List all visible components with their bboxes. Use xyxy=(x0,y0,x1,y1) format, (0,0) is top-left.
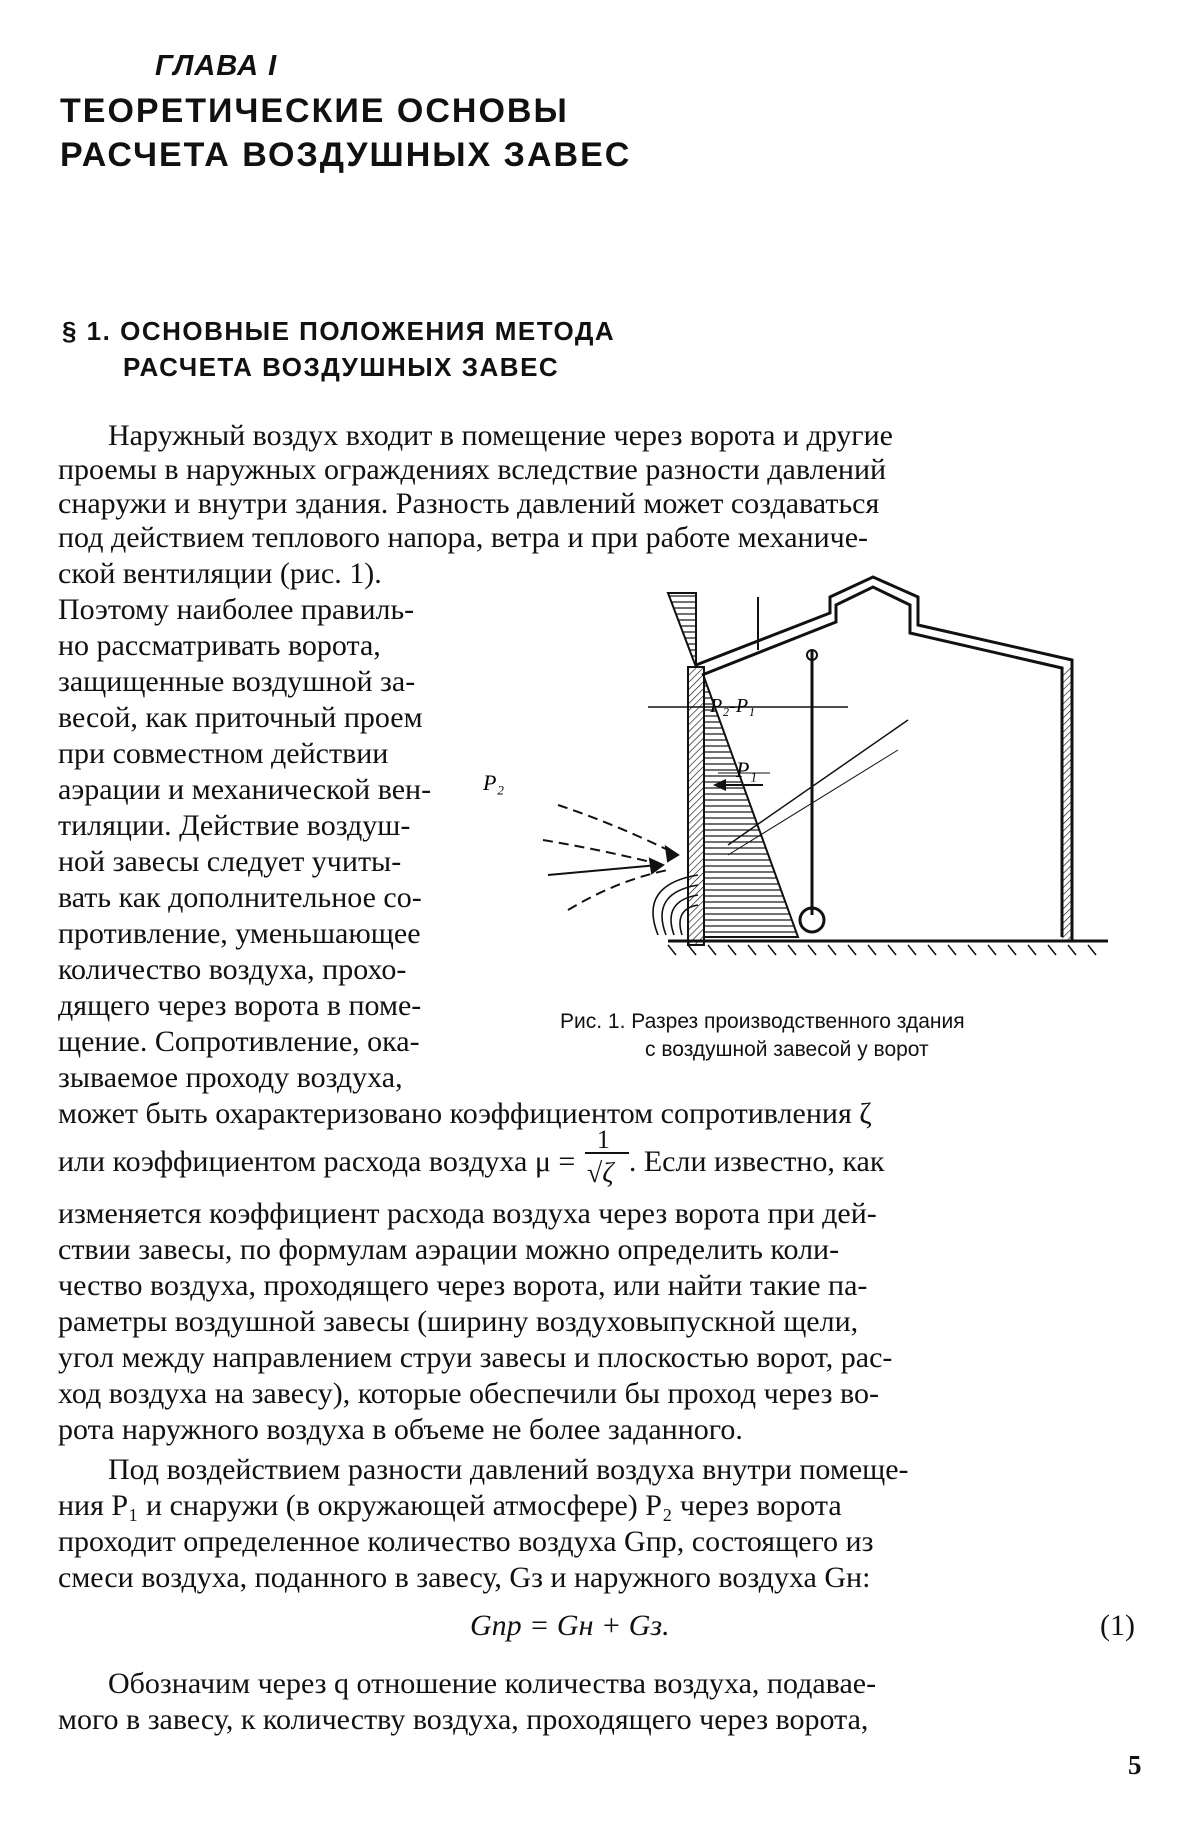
text-line: дящего через ворота в поме- xyxy=(58,989,422,1022)
left-wall xyxy=(688,667,704,945)
mu-fraction xyxy=(583,1125,629,1190)
text-line: ход воздуха на завесу), которые обеспечили бы проход через во- xyxy=(58,1377,879,1410)
label-p1: P₁ xyxy=(736,757,758,782)
text-line: рота наружного воздуха в объеме не более заданного. xyxy=(58,1413,743,1446)
text-line: но рассматривать ворота, xyxy=(58,629,381,662)
text-line: Наружный воздух входит в помещение через ворота и другие xyxy=(108,419,893,452)
text-line-with-formula xyxy=(58,1125,885,1190)
text-line: вать как дополнительное со- xyxy=(58,881,422,914)
chapter-title-line-1: ТЕОРЕТИЧЕСКИЕ ОСНОВЫ xyxy=(60,92,569,130)
fraction-numerator: 1 xyxy=(596,1125,610,1155)
text-line: Обозначим через q отношение количества воздуха, подавае- xyxy=(108,1667,877,1700)
text-line: угол между направлением струи завесы и плоскостью ворот, рас- xyxy=(58,1341,893,1374)
right-wall xyxy=(1062,668,1072,941)
text-line: весой, как приточный проем xyxy=(58,701,423,734)
text-line: тиляции. Действие воздуш- xyxy=(58,809,411,842)
text-line: раметры воздушной завесы (ширину воздуховыпускной щели, xyxy=(58,1305,859,1338)
page-number: 5 xyxy=(1128,1750,1142,1780)
fraction-denominator: √ζ xyxy=(586,1158,614,1190)
chapter-label: ГЛАВА I xyxy=(155,50,278,82)
text-segment: или коэффициентом расхода воздуха μ = xyxy=(58,1145,576,1178)
section-heading-line-1: § 1. ОСНОВНЫЕ ПОЛОЖЕНИЯ МЕТОДА xyxy=(62,316,616,346)
chapter-title-line-2: РАСЧЕТА ВОЗДУШНЫХ ЗАВЕС xyxy=(60,136,632,174)
text-line: ствии завесы, по формулам аэрации можно определить коли- xyxy=(58,1233,840,1266)
text-line: ской вентиляции (рис. 1). xyxy=(58,557,382,590)
text-line: противление, уменьшающее xyxy=(58,917,421,950)
text-line: ния P₁ и снаружи (в окружающей атмосфере) P₂ через ворота xyxy=(58,1489,842,1522)
text-line: аэрации и механической вен- xyxy=(58,773,432,806)
text-line: зываемое проходу воздуха, xyxy=(58,1061,403,1094)
section-heading-line-2: РАСЧЕТА ВОЗДУШНЫХ ЗАВЕС xyxy=(123,352,560,382)
figure-caption-line-1: Рис. 1. Разрез производственного здания xyxy=(560,1010,965,1033)
ground-line xyxy=(668,941,1108,955)
text-line: под действием теплового напора, ветра и при работе механиче- xyxy=(58,521,869,554)
text-line: Поэтому наиболее правиль- xyxy=(58,593,415,626)
label-p2-minus-p1: P₂-P₁ xyxy=(710,695,755,717)
text-segment: . Если известно, как xyxy=(628,1145,885,1178)
figure-caption-line-2: с воздушной завесой у ворот xyxy=(645,1038,929,1061)
text-line: мого в завесу, к количеству воздуха, проходящего через ворота, xyxy=(58,1703,869,1736)
text-line: количество воздуха, прохо- xyxy=(58,953,407,986)
text-line: может быть охарактеризовано коэффициентом сопротивления ζ xyxy=(58,1097,872,1130)
text-line: проходит определенное количество воздуха Gпр, состоящего из xyxy=(58,1525,874,1558)
text-line: щение. Сопротивление, ока- xyxy=(58,1025,420,1058)
equation-1: Gпр = Gн + Gз. xyxy=(470,1609,670,1642)
text-line: чество воздуха, проходящего через ворота, или найти такие па- xyxy=(58,1269,868,1302)
text-line: Под воздействием разности давлений воздуха внутри помеще- xyxy=(108,1453,909,1486)
pressure-diagram-top xyxy=(668,593,696,667)
equation-number: (1) xyxy=(1100,1609,1135,1642)
text-line: ной завесы следует учиты- xyxy=(58,845,402,878)
text-line: смеси воздуха, поданного в завесу, Gз и наружного воздуха Gн: xyxy=(58,1561,871,1594)
building-section-figure xyxy=(483,575,1133,995)
text-line: изменяется коэффициент расхода воздуха через ворота при дей- xyxy=(58,1197,877,1230)
label-p2: P₂ xyxy=(483,770,505,795)
text-line: защищенные воздушной за- xyxy=(58,665,416,698)
text-line: проемы в наружных ограждениях вследствие разности давлений xyxy=(58,453,887,486)
text-line: при совместном действии xyxy=(58,737,389,770)
text-line: снаружи и внутри здания. Разность давлений может создаваться xyxy=(58,487,880,520)
